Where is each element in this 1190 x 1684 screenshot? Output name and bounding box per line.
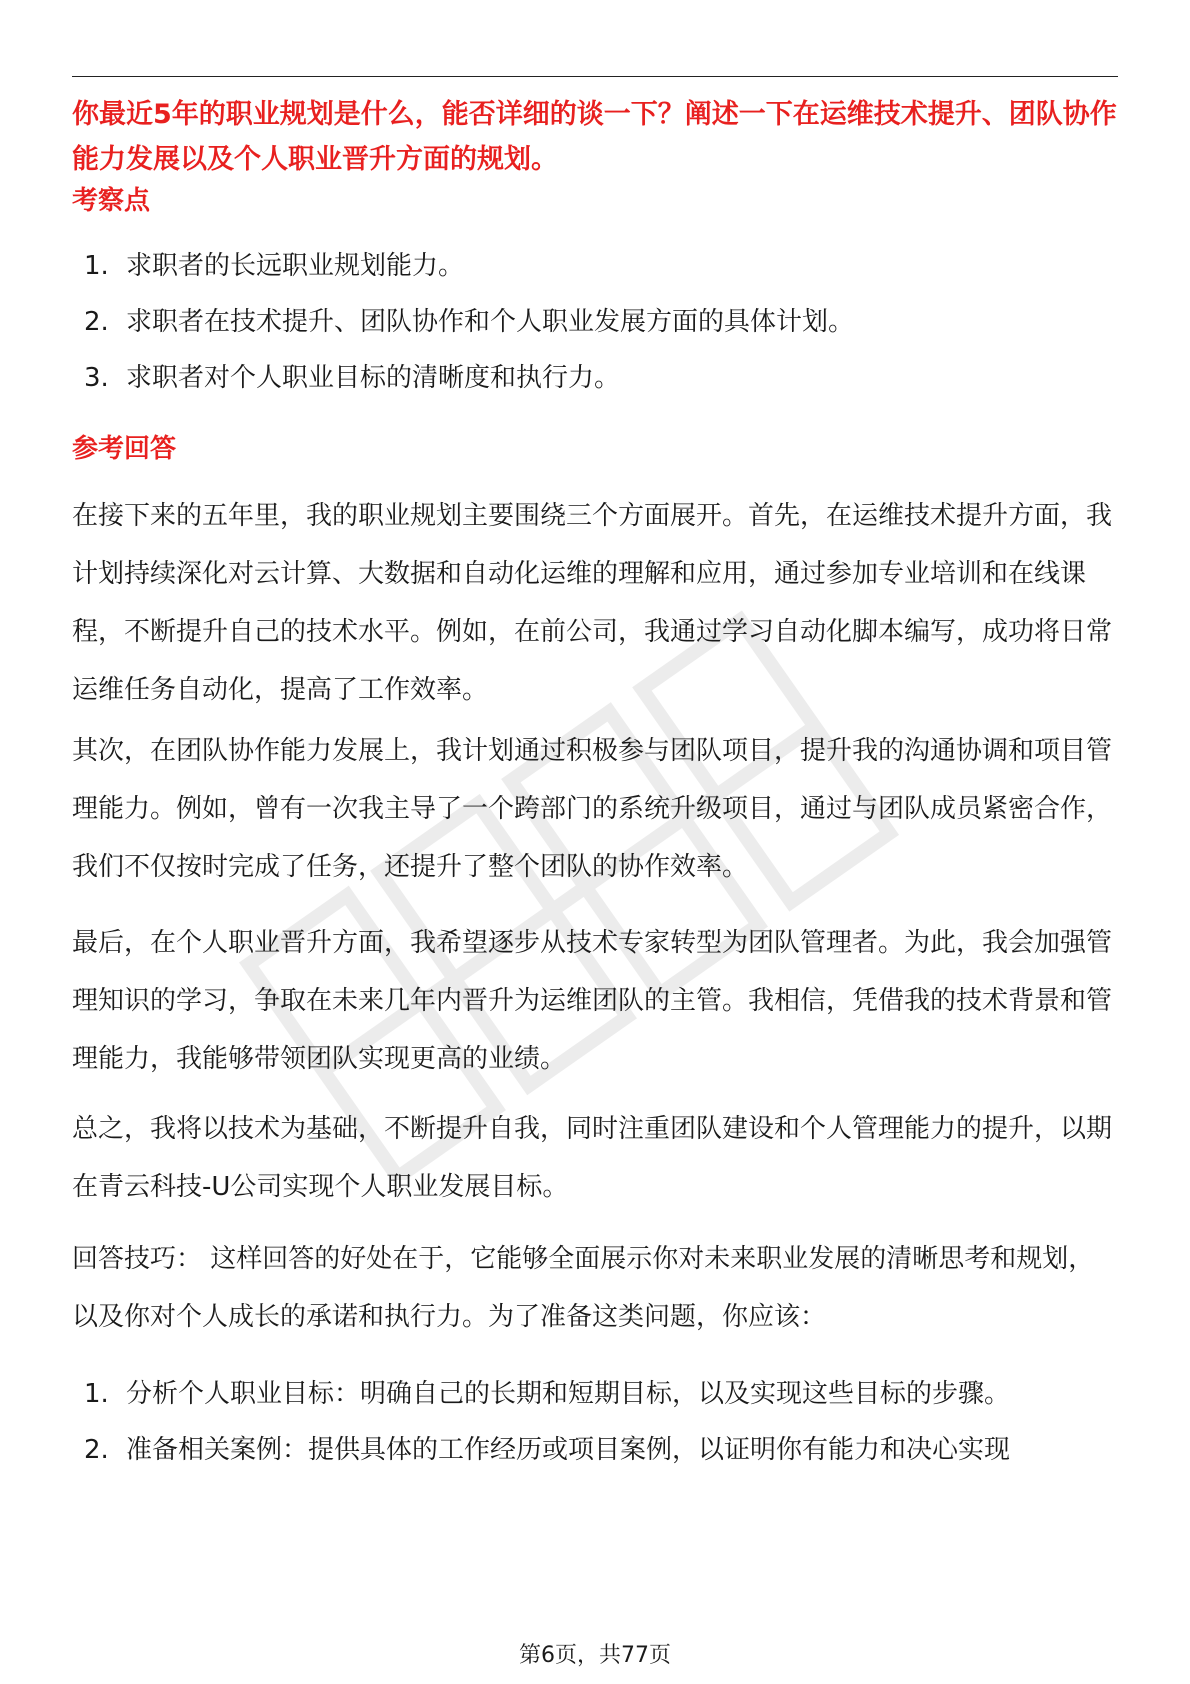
list-item-text: 求职者对个人职业目标的清晰度和执行力。 — [126, 363, 621, 393]
interview-question: 你最近5年的职业规划是什么，能否详细的谈一下？阐述一下在运维技术提升、团队协作能力发展以及个人职业晋升方面的规划。 — [72, 99, 1117, 175]
answer-tips-paragraph: 回答技巧： 这样回答的好处在于，它能够全面展示你对未来职业发展的清晰思考和规划，以及你对个人成长的承诺和执行力。为了准备这类问题，你应该： — [72, 1244, 1095, 1332]
top-divider — [72, 76, 1118, 77]
answer-paragraph: 其次，在团队协作能力发展上，我计划通过积极参与团队项目，提升我的沟通协调和项目管理能力。例如，曾有一次我主导了一个跨部门的系统升级项目，通过与团队成员紧密合作，我们不仅按时完成了任务，还提升了整个团队的协作效率。 — [72, 736, 1113, 882]
list-item — [84, 1422, 1114, 1478]
list-item — [84, 350, 1114, 406]
list-item-number: 2. — [84, 1435, 109, 1465]
list-item — [84, 1366, 1114, 1422]
tips-list — [84, 1366, 1114, 1478]
list-item-number: 1. — [84, 251, 109, 281]
reference-answer-title: 参考回答 — [72, 434, 177, 464]
list-item-number: 1. — [84, 1379, 109, 1409]
list-item — [84, 294, 1114, 350]
list-item-text: 求职者在技术提升、团队协作和个人职业发展方面的具体计划。 — [126, 307, 855, 337]
list-item-number: 3. — [84, 363, 109, 393]
list-item-text: 准备相关案例：提供具体的工作经历或项目案例，以证明你有能力和决心实现 — [126, 1435, 1011, 1465]
page-footer: 第6页，共77页 — [519, 1643, 671, 1668]
list-item-text: 分析个人职业目标：明确自己的长期和短期目标，以及实现这些目标的步骤。 — [126, 1379, 1011, 1409]
answer-paragraph: 总之，我将以技术为基础，不断提升自我，同时注重团队建设和个人管理能力的提升，以期在青云科技-U公司实现个人职业发展目标。 — [72, 1114, 1113, 1202]
list-item-number: 2. — [84, 307, 109, 337]
answer-paragraph: 在接下来的五年里，我的职业规划主要围绕三个方面展开。首先，在运维技术提升方面，我计划持续深化对云计算、大数据和自动化运维的理解和应用，通过参加专业培训和在线课程，不断提升自己的技术水平。例如，在前公司，我通过学习自动化脚本编写，成功将日常运维任务自动化，提高了工作效率。 — [72, 501, 1113, 705]
list-item-text: 求职者的长远职业规划能力。 — [126, 251, 465, 281]
list-item — [84, 238, 1114, 294]
exam-points-title: 考察点 — [72, 186, 151, 216]
answer-paragraph: 最后，在个人职业晋升方面，我希望逐步从技术专家转型为团队管理者。为此，我会加强管理知识的学习，争取在未来几年内晋升为运维团队的主管。我相信，凭借我的技术背景和管理能力，我能够带领团队实现更高的业绩。 — [72, 928, 1113, 1074]
exam-points-list — [84, 238, 1114, 406]
